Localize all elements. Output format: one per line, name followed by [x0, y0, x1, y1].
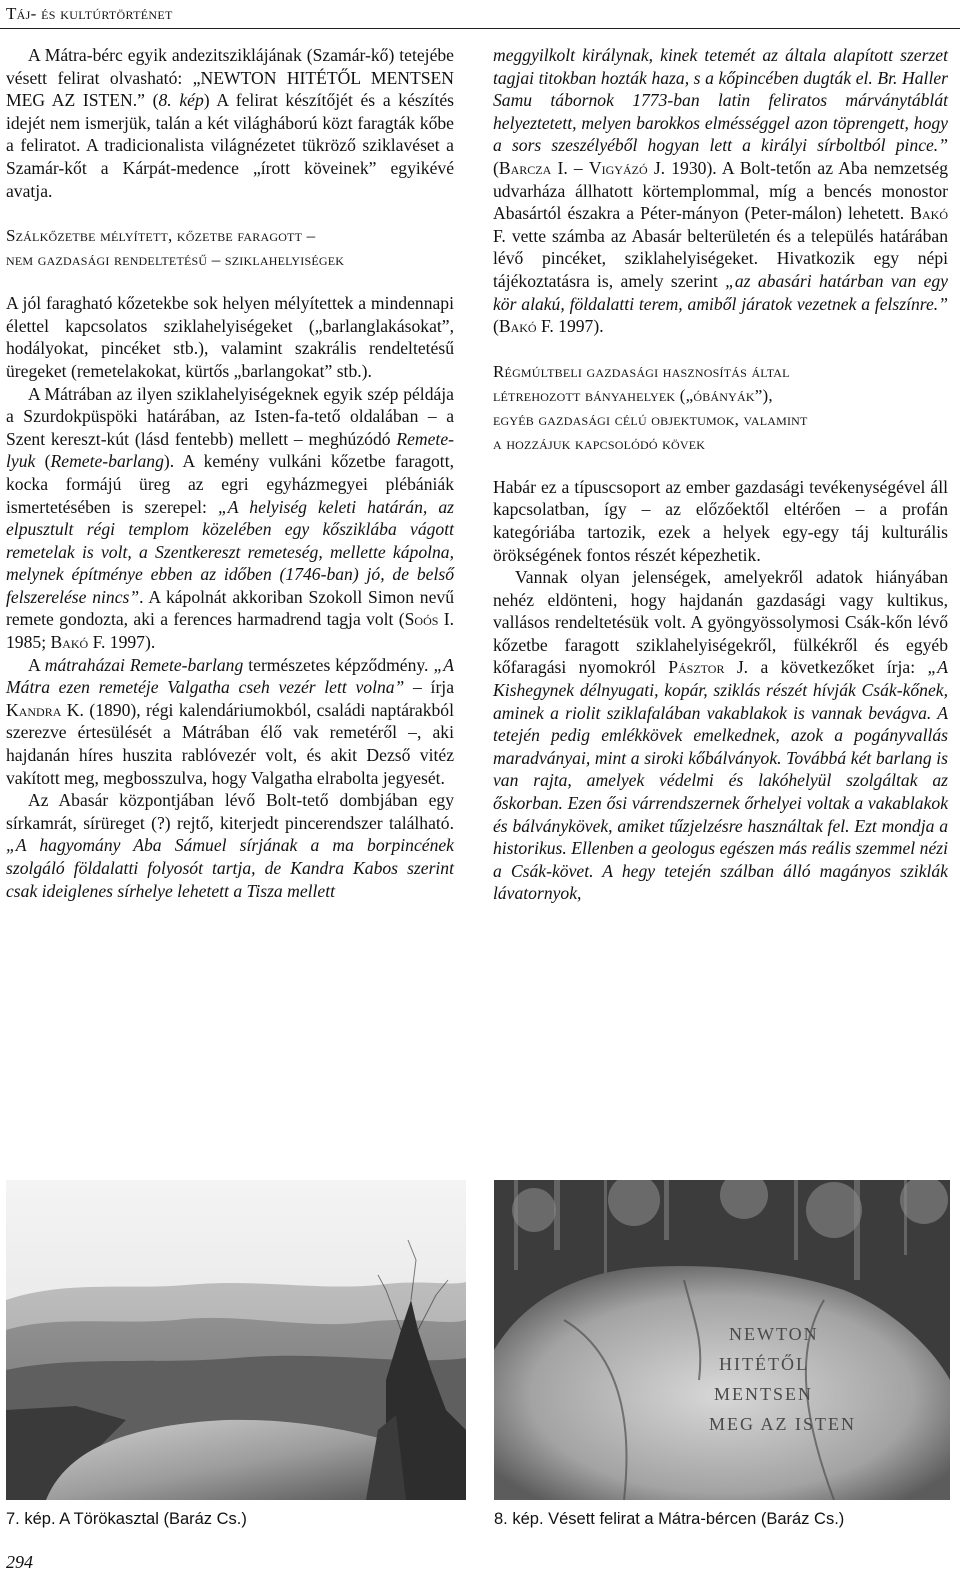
section-heading-1: Szálkőzetbe mélyített, kőzetbe faragott – nem gazdasági rendeltetésű – sziklahelyiségek	[6, 226, 345, 270]
carving-line-1: NEWTON	[729, 1324, 819, 1344]
running-header: Táj- és kultúrtörténet	[6, 4, 173, 23]
photo-carved-inscription	[494, 1180, 950, 1500]
section-heading-2: Régmúltbeli gazdasági hasznosítás által létrehozott bányahelyek („óbányák”), egyéb gazdasági célú objektumok, valamint a hozzájuk kapcsolódó kövek	[493, 361, 808, 453]
left-paragraph-4: A mátraházai Remete-barlang természetes képződmény. „A Mátra ezen remetéje Valgatha cseh vezér lett volna” – írja Kandra K. (1890), régi kalendáriumokból, családi naptárakból szerezve értesülését a Mátrában élő vak remetéről –, aki hajdanán híres huszita rablóvezér volt, és akit Dezső vitéz vakított meg, megbosszulva, hogy Valgatha elrabolta jegyesét.	[6, 654, 455, 788]
left-column	[6, 44, 454, 902]
photo-torokasztal	[6, 1180, 466, 1500]
right-paragraph-3: Vannak olyan jelenségek, amelyekről adatok hiányában nehéz eldönteni, hogy hajdanán gazdasági vagy kultikus, vallásos rendeltetésük volt. A gyöngyössolymosi Csák-kőn lévő kőzetbe faragott sziklahelyiségekről, fülkékről és egyéb kőfaragási nyomokról Pásztor J. a következőket írja: „A Kishegynek délnyugati, kopár, sziklás részét hívják Csák-kőnek, aminek a riolit sziklafalában vakablakok is vannak bevágva. A tetején pedig emlékkövek emelkednek, azok a pogányvallás maradványai, mint a siroki kőbálványok. Továbbá két barlang is van rajta, amelyek védelmi és lakóhelyül szolgáltak az őskorban. Ezen ősi várrendszernek őrhelyei voltak a vakablakok és bálványkövek, amiket tűzjelzésre használtak fel. Ezt mondja a historikus. Ellenben a geologus egészen más reális szemmel nézi a Csák-követ. A hegy tetején szálban álló magányos sziklák lávatornyok,	[493, 567, 949, 904]
carving-line-4: MEG AZ ISTEN	[709, 1414, 856, 1434]
left-paragraph-3: A Mátrában az ilyen sziklahelyiségeknek egyik szép példája a Szurdokpüspöki határában, az Isten-fa-tető oldalában – a Szent kereszt-kút (lásd fentebb) mellett – meghúzódó Remete-lyuk (Remete-barlang). A kemény vulkáni kőzetbe faragott, kocka formájú üreg az egri egyházmegyei plébániák ismertetésében is szerepel: „A helyiség keleti határán, az elpusztult régi templom közelében egy kősziklába vágott remetelak is volt, a Szentkereszt remeteség, mellette kápolna, melynek építménye ebben az időben (1746-ban) jó, de belső felszerelése nincs”. A kápolnát akkoriban Szokoll Simon nevű remete gondozta, aki a ferences harmadrend tagja volt (Soós I. 1985; Bakó F. 1997).	[6, 383, 454, 653]
right-column	[493, 44, 948, 905]
caption-photo-8: 8. kép. Vésett felirat a Mátra-bércen (Baráz Cs.)	[494, 1510, 845, 1528]
left-paragraph-2: A jól faragható kőzetekbe sok helyen mélyítettek a mindennapi élettel kapcsolatos sziklahelyiségeket („barlanglakásokat”, hodályokat, pincéket stb.), valamint szakrális rendeltetésű üregeket (remetelakokat, kürtős „barlangokat” stb.).	[6, 293, 454, 381]
right-paragraph-2: Habár ez a típuscsoport az ember gazdasági tevékenységével áll kapcsolatban, így – az előzőektől eltérően – a profán kategóriába tartozik, ezek a helyek egy-egy táj kulturális örökségének fontos részét képezhetik.	[493, 476, 948, 565]
caption-photo-7: 7. kép. A Törökasztal (Baráz Cs.)	[6, 1510, 247, 1528]
left-paragraph-1: A Mátra-bérc egyik andezitsziklájának (Szamár-kő) tetejébe vésett felirat olvasható: „NEWTON HITÉTŐL MENTSEN MEG AZ ISTEN.” (8. kép) A felirat készítőjét és a készítés idejét nem ismerjük, talán a két világháború közt faragták kőbe a feliratot. A tradicionalista világnézetet tükröző sziklavéset a Szamár-kőt a Kárpát-medence „írott köveinek” egyikévé avatja.	[6, 45, 454, 201]
right-paragraph-1: meggyilkolt királynak, kinek tetemét az általa alapított szerzet tagjai titokban hozták haza, s a kőpincében dugták el. Br. Haller Samu tábornok 1773-ban latin feliratos márványtáblát helyeztetett, melyen barokkos elmésséggel azon töprengett, hogy a sors szeszélyéből hogyan lett a királyi sírboltból pince.” (Barcza I. – Vigyázó J. 1930). A Bolt-tetőn az Aba nemzetség udvarháza állhatott körtemplommal, míg a bencés monostor Abasártól északra a Péter-mányon (Peter-málon) lehetett. Bakó F. vette számba az Abasár belterületén és a település határában lévő pincéket, sziklahelyiségeket. Hivatkozik egy népi tájékoztatásra is, amely szerint „az abasári határban van egy kör alakú, földalatti terem, amiből járatok vezetnek a felszínre.” (Bakó F. 1997).	[493, 45, 949, 337]
carving-line-2: HITÉTŐL	[719, 1354, 809, 1374]
header-rule	[0, 28, 960, 29]
page-number: 294	[6, 1552, 33, 1572]
carving-line-3: MENTSEN	[714, 1384, 813, 1404]
left-paragraph-5: Az Abasár központjában lévő Bolt-tető dombjában egy sírkamrát, sírüreget (?) rejtő, kiterjedt pincerendszer található. „A hagyomány Aba Sámuel sírjának a ma borpincének szolgáló földalatti folyosót tartja, de Kandra Kabos szerint csak ideiglenes sírhelye lehetett a Tisza mellett	[6, 790, 454, 901]
